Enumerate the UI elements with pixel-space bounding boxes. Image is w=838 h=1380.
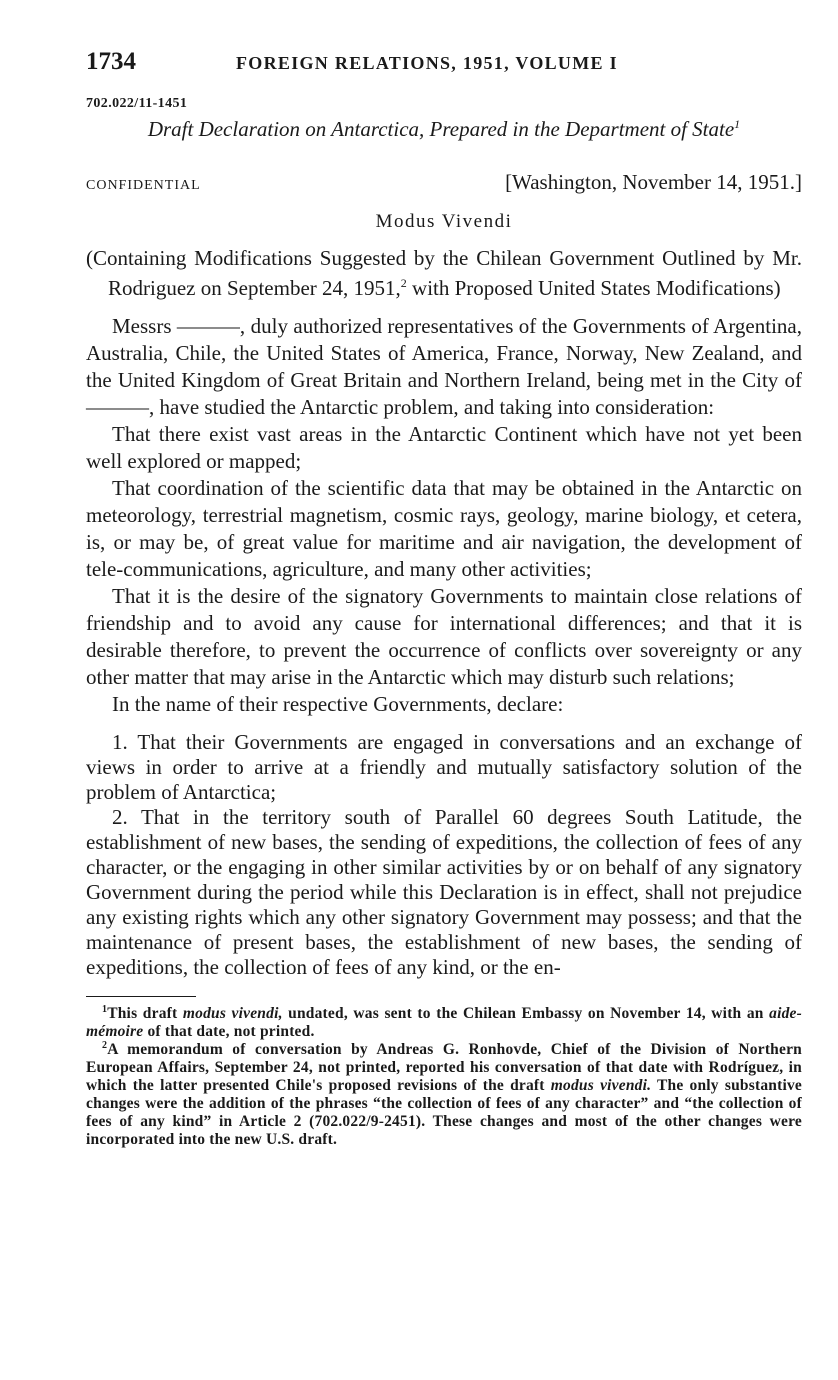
footnote-text: This draft xyxy=(107,1005,183,1022)
title-footnote-ref: 1 xyxy=(734,117,741,131)
articles xyxy=(86,730,802,980)
footnote xyxy=(86,1041,802,1149)
page-header xyxy=(86,48,802,82)
footnote-divider xyxy=(86,996,196,997)
preamble-paragraph: That there exist vast areas in the Antarctic Continent which have not yet been well explored or mapped; xyxy=(86,422,802,473)
dateline-row xyxy=(86,170,802,195)
preamble-paragraph: In the name of their respective Governments, declare: xyxy=(112,692,564,716)
document-page xyxy=(86,48,802,1149)
page-number: 1734 xyxy=(86,48,136,75)
document-title xyxy=(86,116,802,142)
subtitle-footnote-ref: 2 xyxy=(400,276,407,290)
footnote-text: undated, was sent to the Chilean Embassy on November 14, with an xyxy=(282,1005,770,1022)
footnote-text: of that date, not printed. xyxy=(143,1023,315,1040)
footnote-italic: modus vivendi, xyxy=(182,1005,283,1022)
classification-label: CONFIDENTIAL xyxy=(86,178,201,193)
article-paragraph: 1. That their Governments are engaged in conversations and an exchange of views in order to arrive at a friendly and mutually satisfactory solution of the problem of Antarctica; xyxy=(86,730,802,804)
footnote-number: 1 xyxy=(102,1003,108,1015)
file-number: 702.022/11-1451 xyxy=(86,96,188,111)
footnote-text: The only substantive changes were the addition of the phrases “the collection of fees of any character” and “the collection of fees of any kind” in Article 2 (702.022/9-2451). These changes and most of the other changes were incorporated into the new U.S. draft. xyxy=(86,1077,802,1148)
footnote-number: 2 xyxy=(102,1039,108,1051)
section-title: Modus Vivendi xyxy=(375,211,513,232)
document-title-text: Draft Declaration on Antarctica, Prepared in the Department of State xyxy=(147,117,735,141)
article-paragraph: 2. That in the territory south of Parallel 60 degrees South Latitude, the establishment of new bases, the sending of expeditions, the collection of fees of any character, or the engaging in other similar activities by or on behalf of any signatory Government during the period while this Declaration is in effect, shall not prejudice any existing rights which any other signatory Government may possess; and that the maintenance of present bases, the establishment of new bases, the sending of expeditions, the collection of fees of any kind, or the en- xyxy=(86,805,802,979)
footnotes xyxy=(86,1005,802,1149)
subtitle-text-after: with Proposed United States Modifications) xyxy=(406,276,781,300)
footnote xyxy=(86,1005,802,1041)
subtitle-text-before: (Containing Modifications Suggested by the Chilean Government Outlined by Mr. Rodriguez on September 24, 1951, xyxy=(86,246,802,300)
preamble-paragraph: That coordination of the scientific data that may be obtained in the Antarctic on meteorology, terrestrial magnetism, cosmic rays, geology, marine biology, et cetera, is, or may be, of great value for maritime and air navigation, the development of tele-communications, agriculture, and many other activities; xyxy=(86,476,802,581)
footnote-text: A memorandum of conversation by Andreas G. Ronhovde, Chief of the Division of Northern European Affairs, September 24, not printed, reported his conversation of that date with Rodríguez, in which the latter presented Chile's proposed revisions of the draft xyxy=(86,1041,802,1094)
preamble xyxy=(86,313,802,718)
dateline: [Washington, November 14, 1951.] xyxy=(505,170,802,194)
preamble-paragraph: Messrs ———, duly authorized representatives of the Governments of Argentina, Australia, Chile, the United States of America, France, Norway, New Zealand, and the United Kingdom of Great Britain and Northern Ireland, being met in the City of ———, have studied the Antarctic problem, and taking into consideration: xyxy=(86,314,802,419)
running-head: FOREIGN RELATIONS, 1951, VOLUME I xyxy=(236,53,618,73)
subtitle xyxy=(86,243,802,303)
preamble-paragraph: That it is the desire of the signatory Governments to maintain close relations of friendship and to avoid any cause for international differences; and that it is desirable therefore, to prevent the occurrence of conflicts over sovereignty or any other matter that may arise in the Antarctic which may disturb such relations; xyxy=(86,584,802,689)
footnote-italic: modus vivendi. xyxy=(550,1077,652,1094)
footnote-italic: aide-mémoire xyxy=(86,1005,802,1040)
